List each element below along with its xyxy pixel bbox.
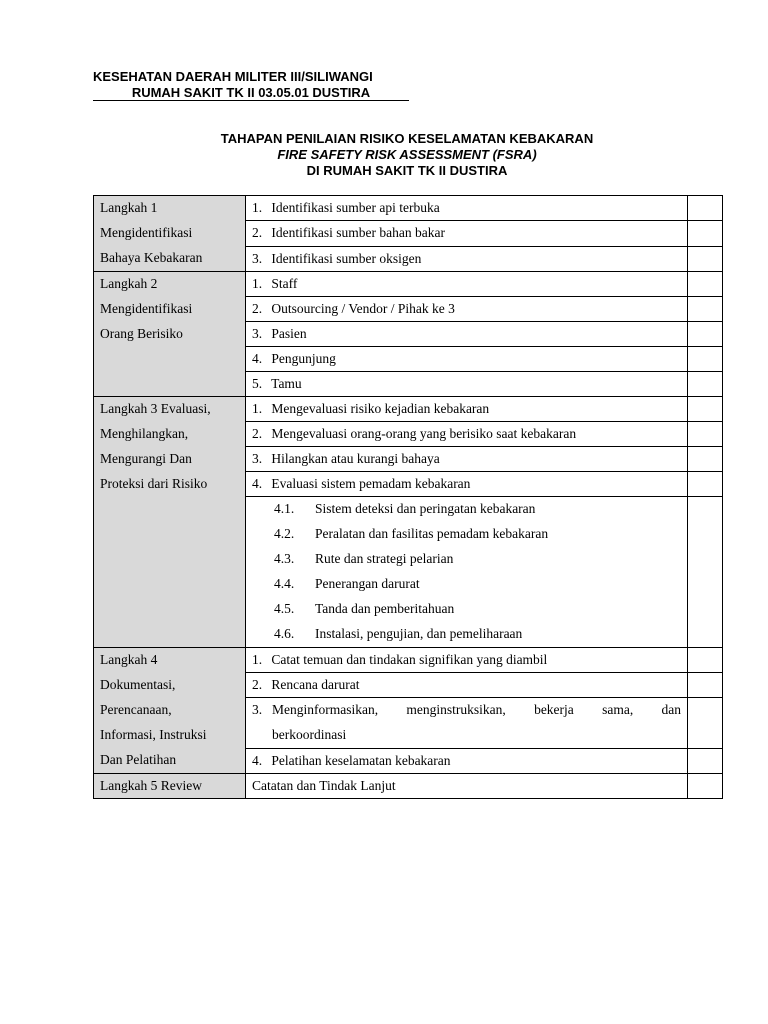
sub-item [252,572,681,597]
step-label-line: Mengidentifikasi [100,225,193,240]
step-label-line: Dokumentasi, [100,677,176,692]
step-item [246,297,688,322]
item-number: 2. [252,677,263,692]
sub-item-text: Instalasi, pengujian, dan pemeliharaan [315,626,523,641]
item-text: Tamu [271,376,302,391]
document-title: TAHAPAN PENILAIAN RISIKO KESELAMATAN KEBAKARAN [220,131,594,146]
table-row [94,397,723,422]
item-text: Catat temuan dan tindakan signifikan yang diambil [271,652,548,667]
step-item [246,673,688,698]
item-text: Identifikasi sumber api terbuka [271,200,440,215]
item-number: 1. [252,276,263,291]
sub-item-list [246,497,688,648]
item-text-continuation: berkoordinasi [272,727,347,742]
step-5-label [94,774,246,799]
step-label-line: Dan Pelatihan [100,752,177,767]
step-item [246,749,688,774]
check-cell[interactable] [688,196,723,221]
step-label-line: Informasi, Instruksi [100,727,207,742]
step-item [246,447,688,472]
check-cell[interactable] [688,372,723,397]
item-text: Mengevaluasi risiko kejadian kebakaran [271,401,490,416]
step-label-line: Mengidentifikasi [100,301,193,316]
item-number: 4. [252,753,263,768]
check-cell[interactable] [688,272,723,297]
item-number: 5. [252,376,263,391]
check-cell[interactable] [688,397,723,422]
step-label-line: Perencanaan, [100,702,172,717]
sub-item [252,597,681,622]
item-number: 1. [252,652,263,667]
hospital-name: RUMAH SAKIT TK II 03.05.01 DUSTIRA [93,85,409,101]
item-text: Rencana darurat [271,677,360,692]
item-number: 4. [252,351,263,366]
step-item [246,347,688,372]
item-number: 3. [252,326,263,341]
item-number: 1. [252,200,263,215]
sub-item-number: 4.5. [274,601,295,616]
step-item [246,422,688,447]
item-text: Mengevaluasi orang-orang yang berisiko saat kebakaran [271,426,577,441]
sub-item-text: Peralatan dan fasilitas pemadam kebakaran [315,526,549,541]
step-item [246,698,688,749]
item-number: 2. [252,426,263,441]
check-cell[interactable] [688,497,723,648]
step-item [246,221,688,246]
step-item [246,648,688,673]
step-label-line: Langkah 2 [100,276,158,291]
item-text: Evaluasi sistem pemadam kebakaran [271,476,471,491]
sub-item-text: Sistem deteksi dan peringatan kebakaran [315,501,536,516]
step-label-line: Langkah 1 [100,200,158,215]
step-4-label [94,648,246,774]
sub-item-text: Tanda dan pemberitahuan [315,601,455,616]
item-number: 1. [252,401,263,416]
step-item [246,246,688,271]
item-text: Outsourcing / Vendor / Pihak ke 3 [271,301,455,316]
item-text: Pasien [271,326,307,341]
step-item [246,397,688,422]
step-item [246,272,688,297]
item-text: Pengunjung [271,351,336,366]
document-location: DI RUMAH SAKIT TK II DUSTIRA [306,163,508,178]
sub-item-number: 4.4. [274,576,295,591]
item-number: 2. [252,225,263,241]
sub-item-text: Penerangan darurat [315,576,420,591]
check-cell[interactable] [688,246,723,271]
document-subtitle: FIRE SAFETY RISK ASSESSMENT (FSRA) [277,147,537,162]
sub-item-number: 4.3. [274,551,295,566]
sub-item-number: 4.2. [274,526,295,541]
check-cell[interactable] [688,749,723,774]
table-row [94,774,723,799]
step-label-line: Langkah 4 [100,652,158,667]
item-text: Identifikasi sumber bahan bakar [271,225,445,241]
fsra-table [93,195,723,799]
item-number: 3. [252,702,263,717]
step-label-line: Proteksi dari Risiko [100,476,208,491]
item-text: Hilangkan atau kurangi bahaya [271,451,440,466]
step-2-label [94,272,246,397]
check-cell[interactable] [688,221,723,246]
step-label-line: Bahaya Kebakaran [100,250,203,265]
step-3-label [94,397,246,648]
step-label-line: Menghilangkan, [100,426,189,441]
step-label-line: Langkah 3 Evaluasi, [100,401,211,416]
check-cell[interactable] [688,447,723,472]
check-cell[interactable] [688,422,723,447]
check-cell[interactable] [688,297,723,322]
check-cell[interactable] [688,673,723,698]
step-item [246,472,688,497]
item-number: 2. [252,301,263,316]
step-label-line: Langkah 5 Review [100,778,202,793]
check-cell[interactable] [688,347,723,372]
sub-item [252,497,681,522]
item-text: Menginformasikan, menginstruksikan, bekerja sama, dan [272,702,681,717]
table-row [94,272,723,297]
check-cell[interactable] [688,698,723,749]
sub-item [252,522,681,547]
organization-name: KESEHATAN DAERAH MILITER III/SILIWANGI [93,69,373,84]
item-text: Staff [271,276,298,291]
item-text: Catatan dan Tindak Lanjut [252,778,396,793]
step-item [246,372,688,397]
table-row [94,196,723,221]
item-number: 3. [252,451,263,466]
item-text: Pelatihan keselamatan kebakaran [271,753,451,768]
step-item [246,196,688,221]
check-cell[interactable] [688,322,723,347]
sub-item-number: 4.6. [274,626,295,641]
check-cell[interactable] [688,774,723,799]
sub-item [252,622,681,647]
step-label-line: Orang Berisiko [100,326,183,341]
item-text: Identifikasi sumber oksigen [271,250,422,266]
check-cell[interactable] [688,472,723,497]
check-cell[interactable] [688,648,723,673]
sub-item [252,547,681,572]
item-number: 4. [252,476,263,491]
step-1-label [94,196,246,272]
item-number: 3. [252,250,263,266]
table-row [94,648,723,673]
step-item [246,774,688,799]
step-label-line: Mengurangi Dan [100,451,192,466]
sub-item-number: 4.1. [274,501,295,516]
step-item [246,322,688,347]
sub-item-text: Rute dan strategi pelarian [315,551,454,566]
